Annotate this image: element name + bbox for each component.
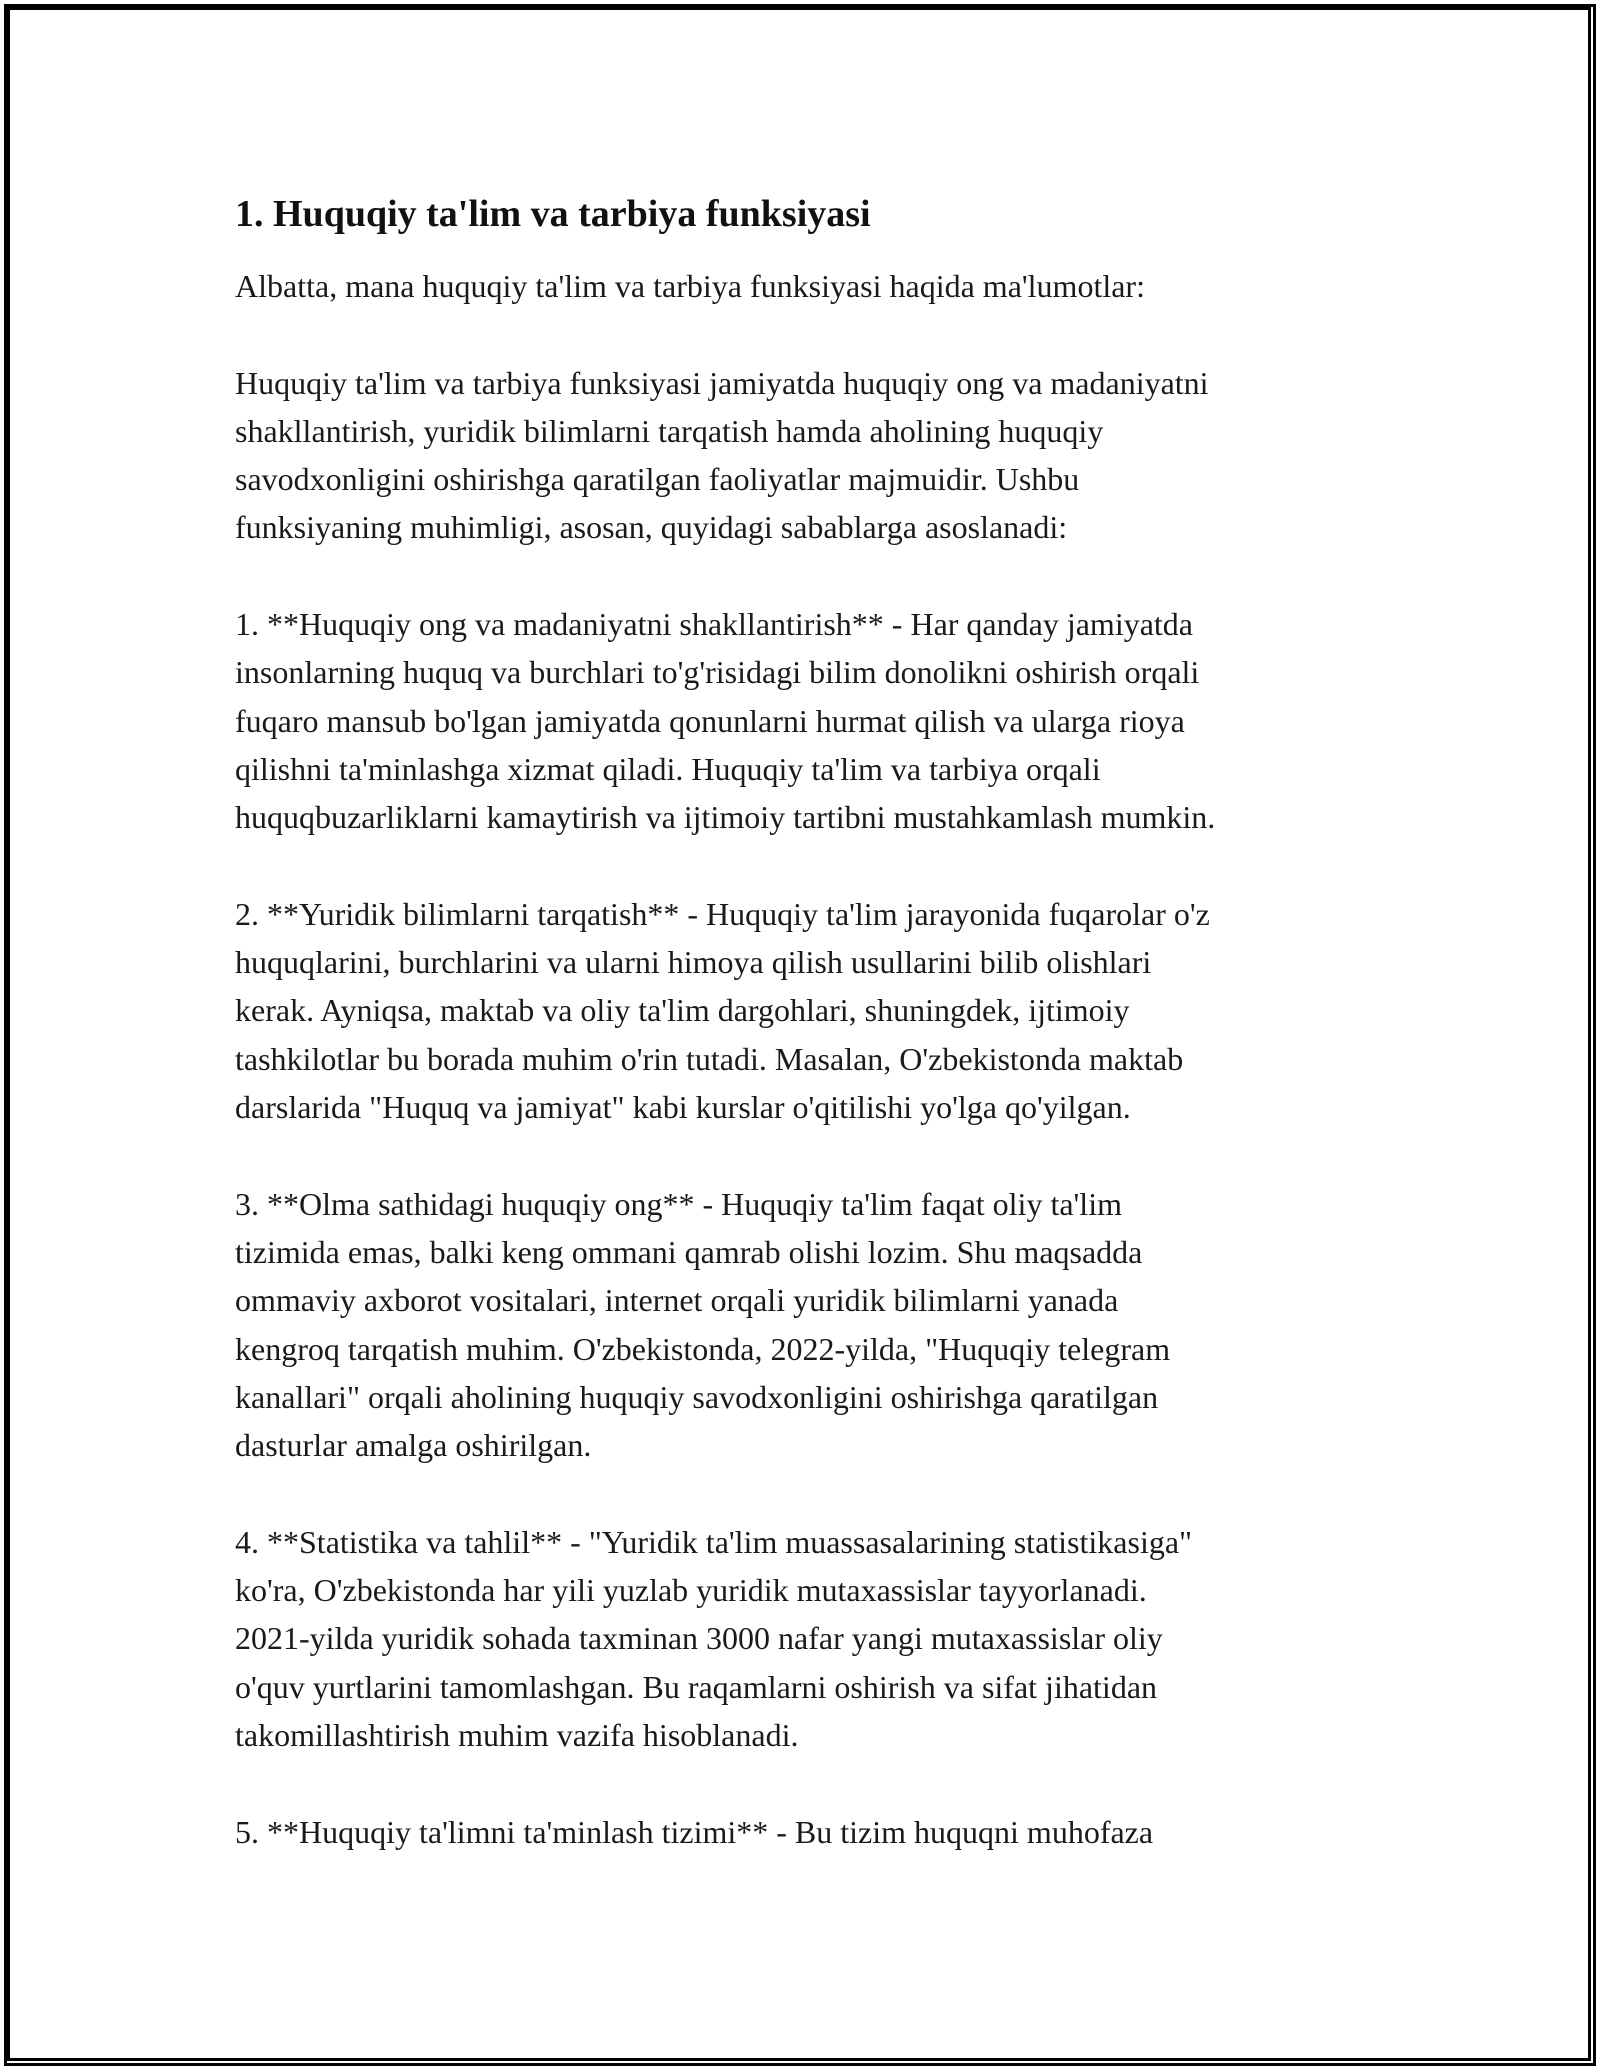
paragraph-line: dasturlar amalga oshirilgan.: [235, 1427, 592, 1464]
paragraph-line: darslarida "Huquq va jamiyat" kabi kurslar o'qitilishi yo'lga qo'yilgan.: [235, 1089, 1131, 1126]
paragraph-line: Albatta, mana huquqiy ta'lim va tarbiya funksiyasi haqida ma'lumotlar:: [235, 268, 1145, 304]
document-title: 1. Huquqiy ta'lim va tarbiya funksiyasi: [235, 193, 871, 235]
paragraph-line: huquqbuzarliklarni kamaytirish va ijtimoiy tartibni mustahkamlash mumkin.: [235, 799, 1216, 836]
paragraph-line: Huquqiy ta'lim va tarbiya funksiyasi jamiyatda huquqiy ong va madaniyatni: [235, 364, 1209, 401]
paragraph-line: fuqaro mansub bo'lgan jamiyatda qonunlarni hurmat qilish va ularga rioya: [235, 702, 1185, 739]
paragraph: [235, 1518, 1370, 1759]
paragraph-line: 3. **Olma sathidagi huquqiy ong** - Huquqiy ta'lim faqat oliy ta'lim: [235, 1185, 1122, 1222]
paragraph-line: savodxonligini oshirishga qaratilgan faoliyatlar majmuidir. Ushbu: [235, 461, 1080, 498]
paragraph-line: takomillashtirish muhim vazifa hisoblanadi.: [235, 1716, 799, 1753]
document-body: [235, 188, 1370, 1904]
paragraph-line: 2. **Yuridik bilimlarni tarqatish** - Huquqiy ta'lim jarayonida fuqarolar o'z: [235, 895, 1210, 932]
paragraph-line: 1. **Huquqiy ong va madaniyatni shakllantirish** - Har qanday jamiyatda: [235, 606, 1193, 643]
paragraph-line: kanallari" orqali aholining huquqiy savodxonligini oshirishga qaratilgan: [235, 1378, 1159, 1415]
paragraph-line: tizimida emas, balki keng ommani qamrab olishi lozim. Shu maqsadda: [235, 1233, 1143, 1270]
paragraph-line: kerak. Ayniqsa, maktab va oliy ta'lim dargohlari, shuningdek, ijtimoiy: [235, 992, 1130, 1029]
paragraph: [235, 359, 1370, 552]
paragraph: [235, 600, 1370, 841]
paragraph-line: huquqlarini, burchlarini va ularni himoya qilish usullarini bilib olishlari: [235, 944, 1152, 981]
paragraph-line: insonlarning huquq va burchlari to'g'risidagi bilim donolikni oshirish orqali: [235, 654, 1200, 691]
paragraph: [235, 262, 1370, 310]
paragraph: [235, 890, 1370, 1131]
paragraph-line: 4. **Statistika va tahlil** - "Yuridik ta'lim muassasalarining statistikasiga": [235, 1523, 1193, 1560]
paragraph-line: o'quv yurtlarini tamomlashgan. Bu raqamlarni oshirish va sifat jihatidan: [235, 1668, 1158, 1705]
paragraph-line: 2021-yilda yuridik sohada taxminan 3000 nafar yangi mutaxassislar oliy: [235, 1620, 1163, 1657]
paragraph-line: kengroq tarqatish muhim. O'zbekistonda, 2022-yilda, "Huquqiy telegram: [235, 1330, 1171, 1367]
paragraph-line: ko'ra, O'zbekistonda har yili yuzlab yuridik mutaxassislar tayyorlanadi.: [235, 1572, 1147, 1609]
paragraph-list: [235, 262, 1370, 1856]
paragraph: [235, 1808, 1370, 1856]
paragraph-line: ommaviy axborot vositalari, internet orqali yuridik bilimlarni yanada: [235, 1282, 1119, 1319]
paragraph-line: qilishni ta'minlashga xizmat qiladi. Huquqiy ta'lim va tarbiya orqali: [235, 750, 1101, 787]
paragraph: [235, 1180, 1370, 1470]
paragraph-line: tashkilotlar bu borada muhim o'rin tutadi. Masalan, O'zbekistonda maktab: [235, 1040, 1184, 1077]
paragraph-line: 5. **Huquqiy ta'limni ta'minlash tizimi** - Bu tizim huquqni muhofaza: [235, 1813, 1154, 1850]
paragraph-line: shakllantirish, yuridik bilimlarni tarqatish hamda aholining huquqiy: [235, 412, 1104, 449]
paragraph-line: funksiyaning muhimligi, asosan, quyidagi sabablarga asoslanadi:: [235, 509, 1068, 546]
